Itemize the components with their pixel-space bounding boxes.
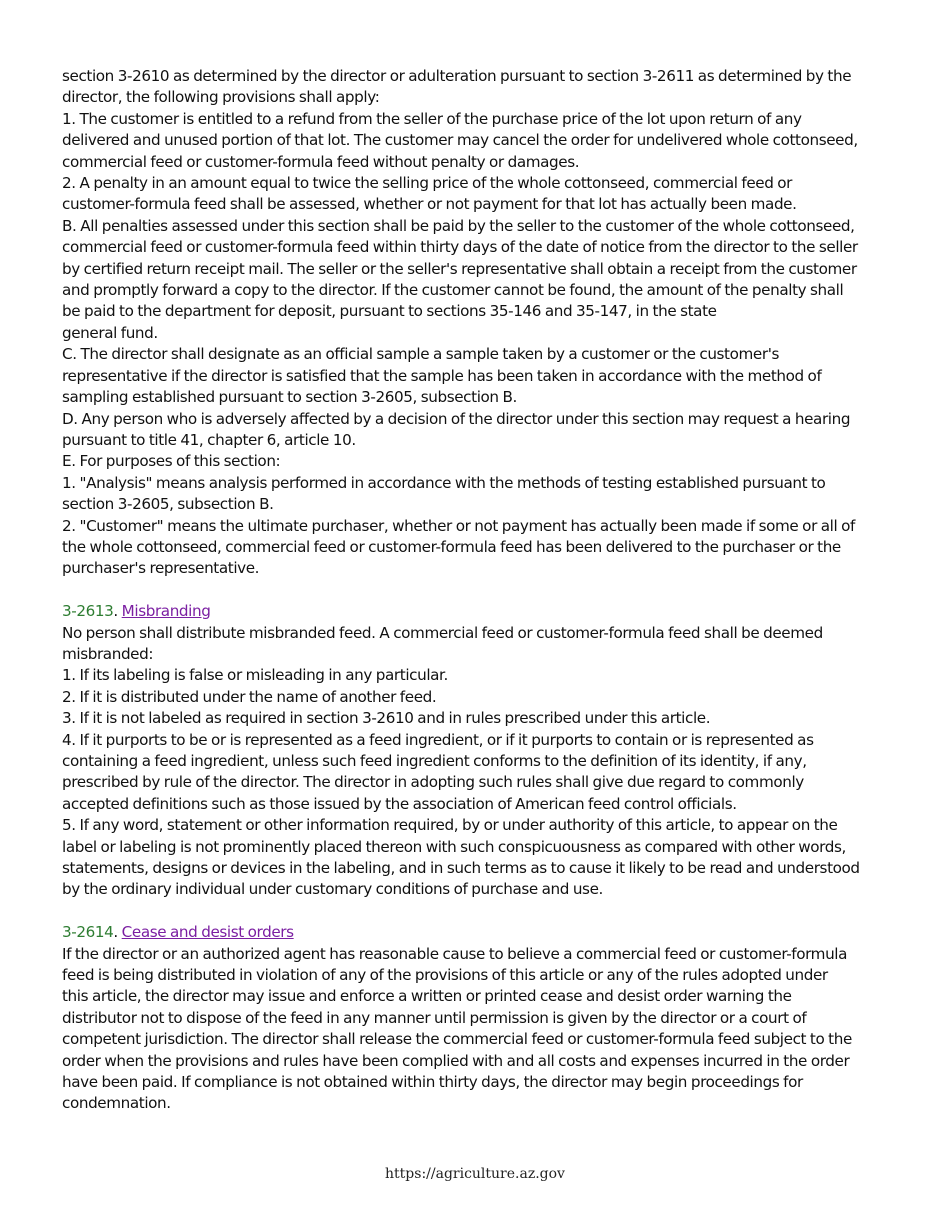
section-heading: [62, 922, 890, 943]
text-line: director, the following provisions shall apply:: [62, 88, 380, 107]
section-3-2613: [62, 601, 890, 901]
text-line: B. All penalties assessed under this section shall be paid by the seller to the customer of the whole cottonseed,: [62, 216, 855, 235]
text-line: 1. The customer is entitled to a refund from the seller of the purchase price of the lot upon return of any: [62, 109, 802, 128]
text-line: delivered and unused portion of that lot. The customer may cancel the order for undelivered whole cottonseed,: [62, 131, 858, 150]
text-line: competent jurisdiction. The director shall release the commercial feed or customer-formula feed subject to the: [62, 1030, 852, 1049]
text-line: condemnation.: [62, 1094, 171, 1113]
paragraph-gap: [62, 580, 890, 601]
text-line: distributor not to dispose of the feed in any manner until permission is given by the director or a court of: [62, 1008, 807, 1027]
text-line: by certified return receipt mail. The seller or the seller's representative shall obtain a receipt from the customer: [62, 259, 857, 278]
text-line: 2. A penalty in an amount equal to twice the selling price of the whole cottonseed, commercial feed or: [62, 174, 793, 193]
text-line: 4. If it purports to be or is represented as a feed ingredient, or if it purports to contain or is represented as: [62, 730, 814, 749]
text-line: misbranded:: [62, 644, 154, 663]
text-line: feed is being distributed in violation of any of the provisions of this article or any of the rules adopted under: [62, 966, 828, 985]
section-separator: .: [113, 602, 122, 621]
page-content: [62, 66, 890, 1115]
section-separator: .: [113, 923, 122, 942]
section-number: 3-2614: [62, 923, 114, 942]
text-line: If the director or an authorized agent has reasonable cause to believe a commercial feed or customer-formula: [62, 944, 848, 963]
section-heading: [62, 601, 890, 622]
text-line: No person shall distribute misbranded feed. A commercial feed or customer-formula feed shall be deemed: [62, 623, 823, 642]
text-line: prescribed by rule of the director. The director in adopting such rules shall give due regard to commonly: [62, 773, 804, 792]
text-line: this article, the director may issue and enforce a written or printed cease and desist order warning the: [62, 987, 792, 1006]
text-line: label or labeling is not prominently placed thereon with such conspicuousness as compared with other words,: [62, 837, 846, 856]
text-line: D. Any person who is adversely affected by a decision of the director under this section may request a hearing: [62, 409, 851, 428]
text-line: 2. If it is distributed under the name of another feed.: [62, 687, 437, 706]
paragraph-gap: [62, 901, 890, 922]
section-title-link-misbranding[interactable]: Misbranding: [121, 602, 211, 621]
text-line: by the ordinary individual under customary conditions of purchase and use.: [62, 880, 603, 899]
text-line: pursuant to title 41, chapter 6, article 10.: [62, 430, 356, 449]
text-line: commercial feed or customer-formula feed without penalty or damages.: [62, 152, 580, 171]
section-number: 3-2613: [62, 602, 114, 621]
text-line: section 3-2605, subsection B.: [62, 495, 274, 514]
text-line: C. The director shall designate as an official sample a sample taken by a customer or the customer's: [62, 345, 779, 364]
text-line: have been paid. If compliance is not obtained within thirty days, the director may begin proceedings for: [62, 1073, 803, 1092]
text-line: general fund.: [62, 323, 158, 342]
text-line: statements, designs or devices in the labeling, and in such terms as to cause it likely to be read and understood: [62, 859, 860, 878]
text-line: 5. If any word, statement or other information required, by or under authority of this article, to appear on the: [62, 816, 838, 835]
text-line: the whole cottonseed, commercial feed or customer-formula feed has been delivered to the purchaser or the: [62, 537, 841, 556]
text-line: sampling established pursuant to section 3-2605, subsection B.: [62, 388, 517, 407]
text-line: 1. "Analysis" means analysis performed in accordance with the methods of testing established pursuant to: [62, 473, 826, 492]
text-line: 2. "Customer" means the ultimate purchaser, whether or not payment has actually been made if some or all of: [62, 516, 855, 535]
text-line: E. For purposes of this section:: [62, 452, 281, 471]
text-line: representative if the director is satisfied that the sample has been taken in accordance with the method of: [62, 366, 822, 385]
text-line: and promptly forward a copy to the director. If the customer cannot be found, the amount of the penalty shall: [62, 281, 844, 300]
text-line: containing a feed ingredient, unless such feed ingredient conforms to the definition of its identity, if any,: [62, 751, 807, 770]
text-line: commercial feed or customer-formula feed within thirty days of the date of notice from the director to the seller: [62, 238, 858, 257]
text-line: section 3-2610 as determined by the director or adulteration pursuant to section 3-2611 as determined by the: [62, 67, 852, 85]
text-line: 1. If its labeling is false or misleading in any particular.: [62, 666, 448, 685]
text-line: purchaser's representative.: [62, 559, 260, 578]
footer-url: https://agriculture.az.gov: [385, 1166, 565, 1182]
section-title-link-cease-and-desist[interactable]: Cease and desist orders: [121, 923, 294, 942]
text-line: be paid to the department for deposit, pursuant to sections 35-146 and 35-147, in the state: [62, 302, 717, 321]
text-line: customer-formula feed shall be assessed, whether or not payment for that lot has actually been made.: [62, 195, 797, 214]
text-line: order when the provisions and rules have been complied with and all costs and expenses incurred in the order: [62, 1051, 850, 1070]
text-line: accepted definitions such as those issued by the association of American feed control officials.: [62, 794, 737, 813]
section-3-2614: [62, 922, 890, 1115]
text-line: 3. If it is not labeled as required in section 3-2610 and in rules prescribed under this article.: [62, 709, 711, 728]
continuation-block: [62, 66, 890, 580]
